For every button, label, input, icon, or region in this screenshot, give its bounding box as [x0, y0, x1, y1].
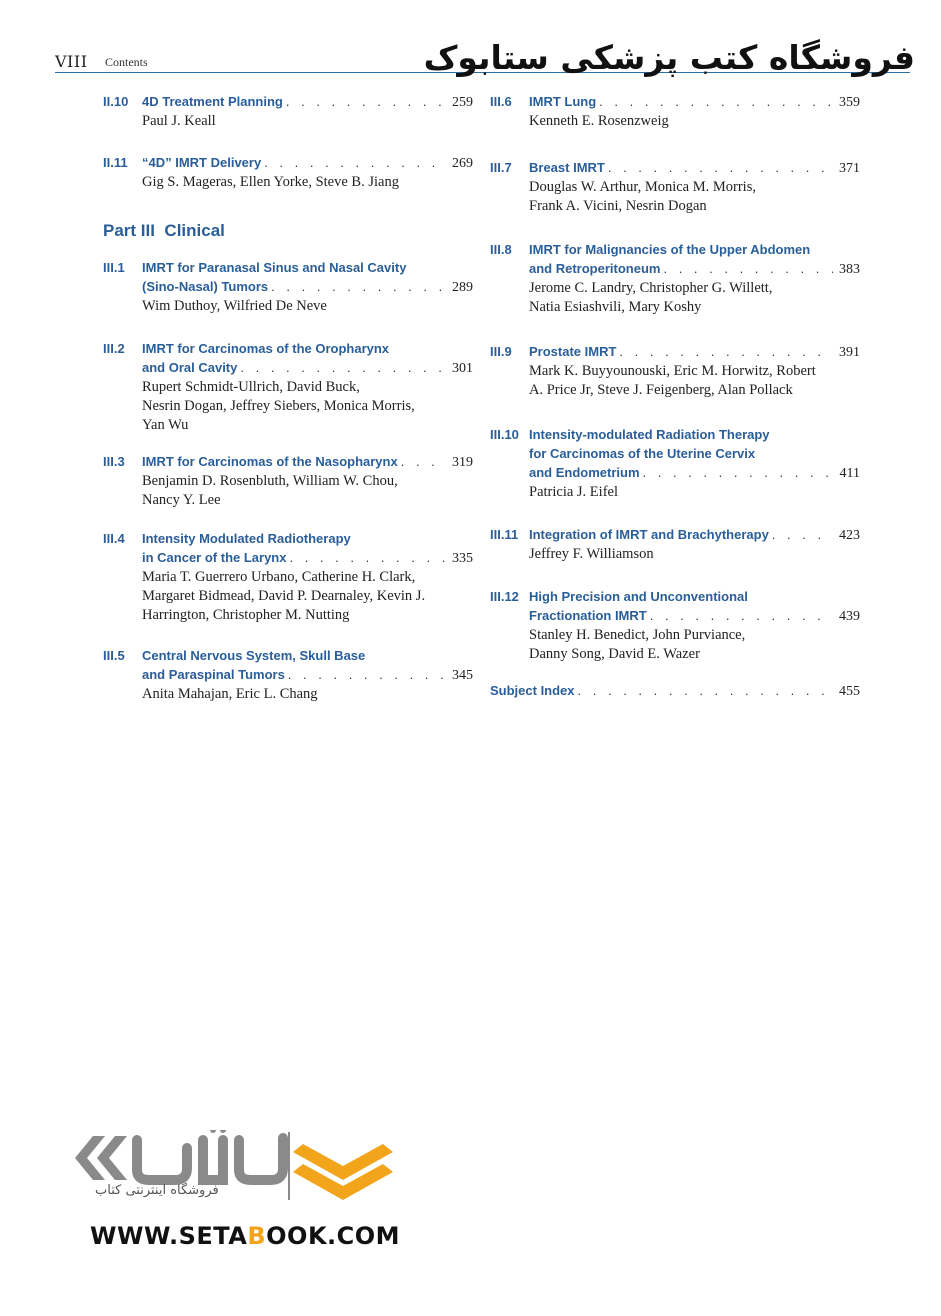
entry-authors: Wim Duthoy, Wilfried De Neve	[142, 298, 327, 314]
right-column	[490, 92, 860, 701]
entry-title-line: Breast IMRT	[529, 160, 605, 175]
page-ref: 269	[452, 156, 473, 171]
entry-title-line: and Retroperitoneum	[529, 261, 661, 276]
entry-authors: Jeffrey F. Williamson	[529, 546, 654, 562]
entry-authors: Benjamin D. Rosenbluth, William W. Chou,	[142, 473, 398, 489]
leader-dots	[772, 525, 833, 544]
entry-number: III.4	[103, 531, 125, 546]
entry-authors: Jerome C. Landry, Christopher G. Willett,	[529, 280, 773, 296]
leader-dots	[599, 92, 833, 111]
page-ref: 439	[839, 609, 860, 624]
entry-title-line: (Sino-Nasal) Tumors	[142, 279, 269, 294]
entry-authors: Harrington, Christopher M. Nutting	[142, 607, 350, 623]
leader-dots	[288, 665, 446, 684]
page-ref: 423	[839, 528, 860, 543]
left-column	[103, 92, 473, 704]
toc-entry[interactable]	[103, 646, 473, 704]
entry-authors: Margaret Bidmead, David P. Dearnaley, Kevin J.	[142, 588, 426, 604]
entry-title-line: Fractionation IMRT	[529, 608, 647, 623]
toc-entry[interactable]	[490, 425, 860, 502]
part-heading	[103, 220, 473, 242]
page-ref: 335	[452, 551, 473, 566]
entry-title-line: IMRT for Malignancies of the Upper Abdomen	[529, 242, 811, 257]
entry-authors: Paul J. Keall	[142, 113, 216, 129]
entry-authors: Danny Song, David E. Wazer	[529, 646, 700, 662]
entry-number: III.8	[490, 242, 512, 257]
logo-url[interactable]: WWW.SETABOOK.COM	[90, 1222, 401, 1250]
entry-authors: Yan Wu	[142, 417, 189, 433]
running-header: Contents	[105, 55, 148, 69]
page-ref: 319	[452, 455, 473, 470]
leader-dots	[240, 358, 446, 377]
toc-entry[interactable]	[103, 529, 473, 625]
toc-entry[interactable]	[490, 342, 860, 400]
entry-title-line: for Carcinomas of the Uterine Cervix	[529, 446, 756, 461]
toc-entry[interactable]	[103, 92, 473, 131]
toc-entry[interactable]	[490, 587, 860, 664]
logo-letters	[137, 1138, 283, 1180]
entry-number: III.12	[490, 589, 519, 604]
entry-number: III.1	[103, 260, 125, 275]
logo-chevrons	[75, 1136, 127, 1180]
toc-entry[interactable]	[490, 158, 860, 216]
entry-authors: Stanley H. Benedict, John Purviance,	[529, 627, 746, 643]
leader-dots	[264, 153, 446, 172]
leader-dots	[401, 452, 446, 471]
leader-dots	[608, 158, 833, 177]
entry-number: III.5	[103, 648, 125, 663]
entry-title-line: “4D” IMRT Delivery	[142, 155, 262, 170]
entry-title-line: 4D Treatment Planning	[142, 94, 283, 109]
entry-authors: Rupert Schmidt-Ullrich, David Buck,	[142, 379, 360, 395]
toc-entry[interactable]	[103, 339, 473, 435]
entry-title-line: IMRT for Paranasal Sinus and Nasal Cavity	[142, 260, 407, 275]
entry-title-line: and Oral Cavity	[142, 360, 238, 375]
page-ref: 301	[452, 361, 473, 376]
toc-group-part-ii	[103, 92, 473, 192]
leader-dots	[650, 606, 833, 625]
leader-dots	[619, 342, 833, 361]
page-ref: 345	[452, 668, 473, 683]
entry-number: III.11	[490, 527, 519, 542]
toc-entry[interactable]	[103, 153, 473, 192]
subject-index-entry[interactable]	[490, 681, 860, 701]
entry-authors: Nesrin Dogan, Jeffrey Siebers, Monica Morris,	[142, 398, 415, 414]
entry-number: III.6	[490, 94, 512, 109]
logo-tagline: فروشگاه اینترنتی کتاب	[95, 1183, 219, 1198]
entry-number: III.9	[490, 344, 512, 359]
entry-number: III.10	[490, 427, 519, 442]
leader-dots	[663, 259, 833, 278]
toc-entry[interactable]	[490, 240, 860, 317]
entry-title-line: Intensity-modulated Radiation Therapy	[529, 427, 770, 442]
entry-title-line: in Cancer of the Larynx	[142, 550, 287, 565]
entry-authors: A. Price Jr, Steve J. Feigenberg, Alan Pollack	[529, 382, 793, 398]
entry-authors: Gig S. Mageras, Ellen Yorke, Steve B. Jiang	[142, 174, 399, 190]
entry-authors: Kenneth E. Rosenzweig	[529, 113, 669, 129]
part-title: Clinical	[164, 221, 225, 240]
entry-title-line: and Endometrium	[529, 465, 640, 480]
entry-authors: Maria T. Guerrero Urbano, Catherine H. Clark,	[142, 569, 416, 585]
toc-entry[interactable]	[103, 258, 473, 316]
entry-title-line: and Paraspinal Tumors	[142, 667, 285, 682]
entry-number: II.11	[103, 155, 128, 170]
store-watermark: فروشگاه کتب پزشکی ستابوک	[423, 38, 915, 77]
toc-entry[interactable]	[103, 452, 473, 510]
page-ref: 455	[839, 684, 860, 699]
entry-authors: Frank A. Vicini, Nesrin Dogan	[529, 198, 707, 214]
entry-authors: Anita Mahajan, Eric L. Chang	[142, 686, 318, 702]
book-icon	[293, 1144, 393, 1200]
page-ref: 359	[839, 95, 860, 110]
toc-group-part-iii	[103, 258, 473, 704]
page-ref: 383	[839, 262, 860, 277]
entry-title-line: High Precision and Unconventional	[529, 589, 748, 604]
page-number: VIII	[55, 52, 88, 71]
entry-title-line: IMRT Lung	[529, 94, 597, 109]
toc-group-part-iii-cont	[490, 92, 860, 664]
entry-number: III.3	[103, 454, 125, 469]
entry-authors: Patricia J. Eifel	[529, 484, 618, 500]
entry-title-line: Intensity Modulated Radiotherapy	[142, 531, 351, 546]
entry-number: III.2	[103, 341, 125, 356]
entry-authors: Natia Esiashvili, Mary Koshy	[529, 299, 702, 315]
page-ref: 371	[839, 161, 860, 176]
subject-index-label: Subject Index	[490, 683, 575, 698]
part-label: Part III	[103, 221, 155, 240]
leader-dots	[578, 681, 833, 700]
entry-authors: Mark K. Buyyounouski, Eric M. Horwitz, Robert	[529, 363, 816, 379]
entry-title-line: IMRT for Carcinomas of the Oropharynx	[142, 341, 390, 356]
page-ref: 289	[452, 280, 473, 295]
page-ref: 391	[839, 345, 860, 360]
entry-number: III.7	[490, 160, 512, 175]
leader-dots	[271, 277, 446, 296]
toc-entry[interactable]	[490, 92, 860, 131]
leader-dots	[289, 548, 446, 567]
leader-dots	[286, 92, 446, 111]
entry-title-line: Central Nervous System, Skull Base	[142, 648, 366, 663]
entry-authors: Nancy Y. Lee	[142, 492, 221, 508]
page-ref: 259	[452, 95, 473, 110]
page-ref: 411	[839, 466, 860, 481]
entry-title-line: Integration of IMRT and Brachytherapy	[529, 527, 769, 542]
entry-authors: Douglas W. Arthur, Monica M. Morris,	[529, 179, 756, 195]
entry-number: II.10	[103, 94, 129, 109]
toc-entry[interactable]	[490, 525, 860, 564]
leader-dots	[643, 463, 834, 482]
entry-title-line: IMRT for Carcinomas of the Nasopharynx	[142, 454, 398, 469]
entry-title-line: Prostate IMRT	[529, 344, 617, 359]
